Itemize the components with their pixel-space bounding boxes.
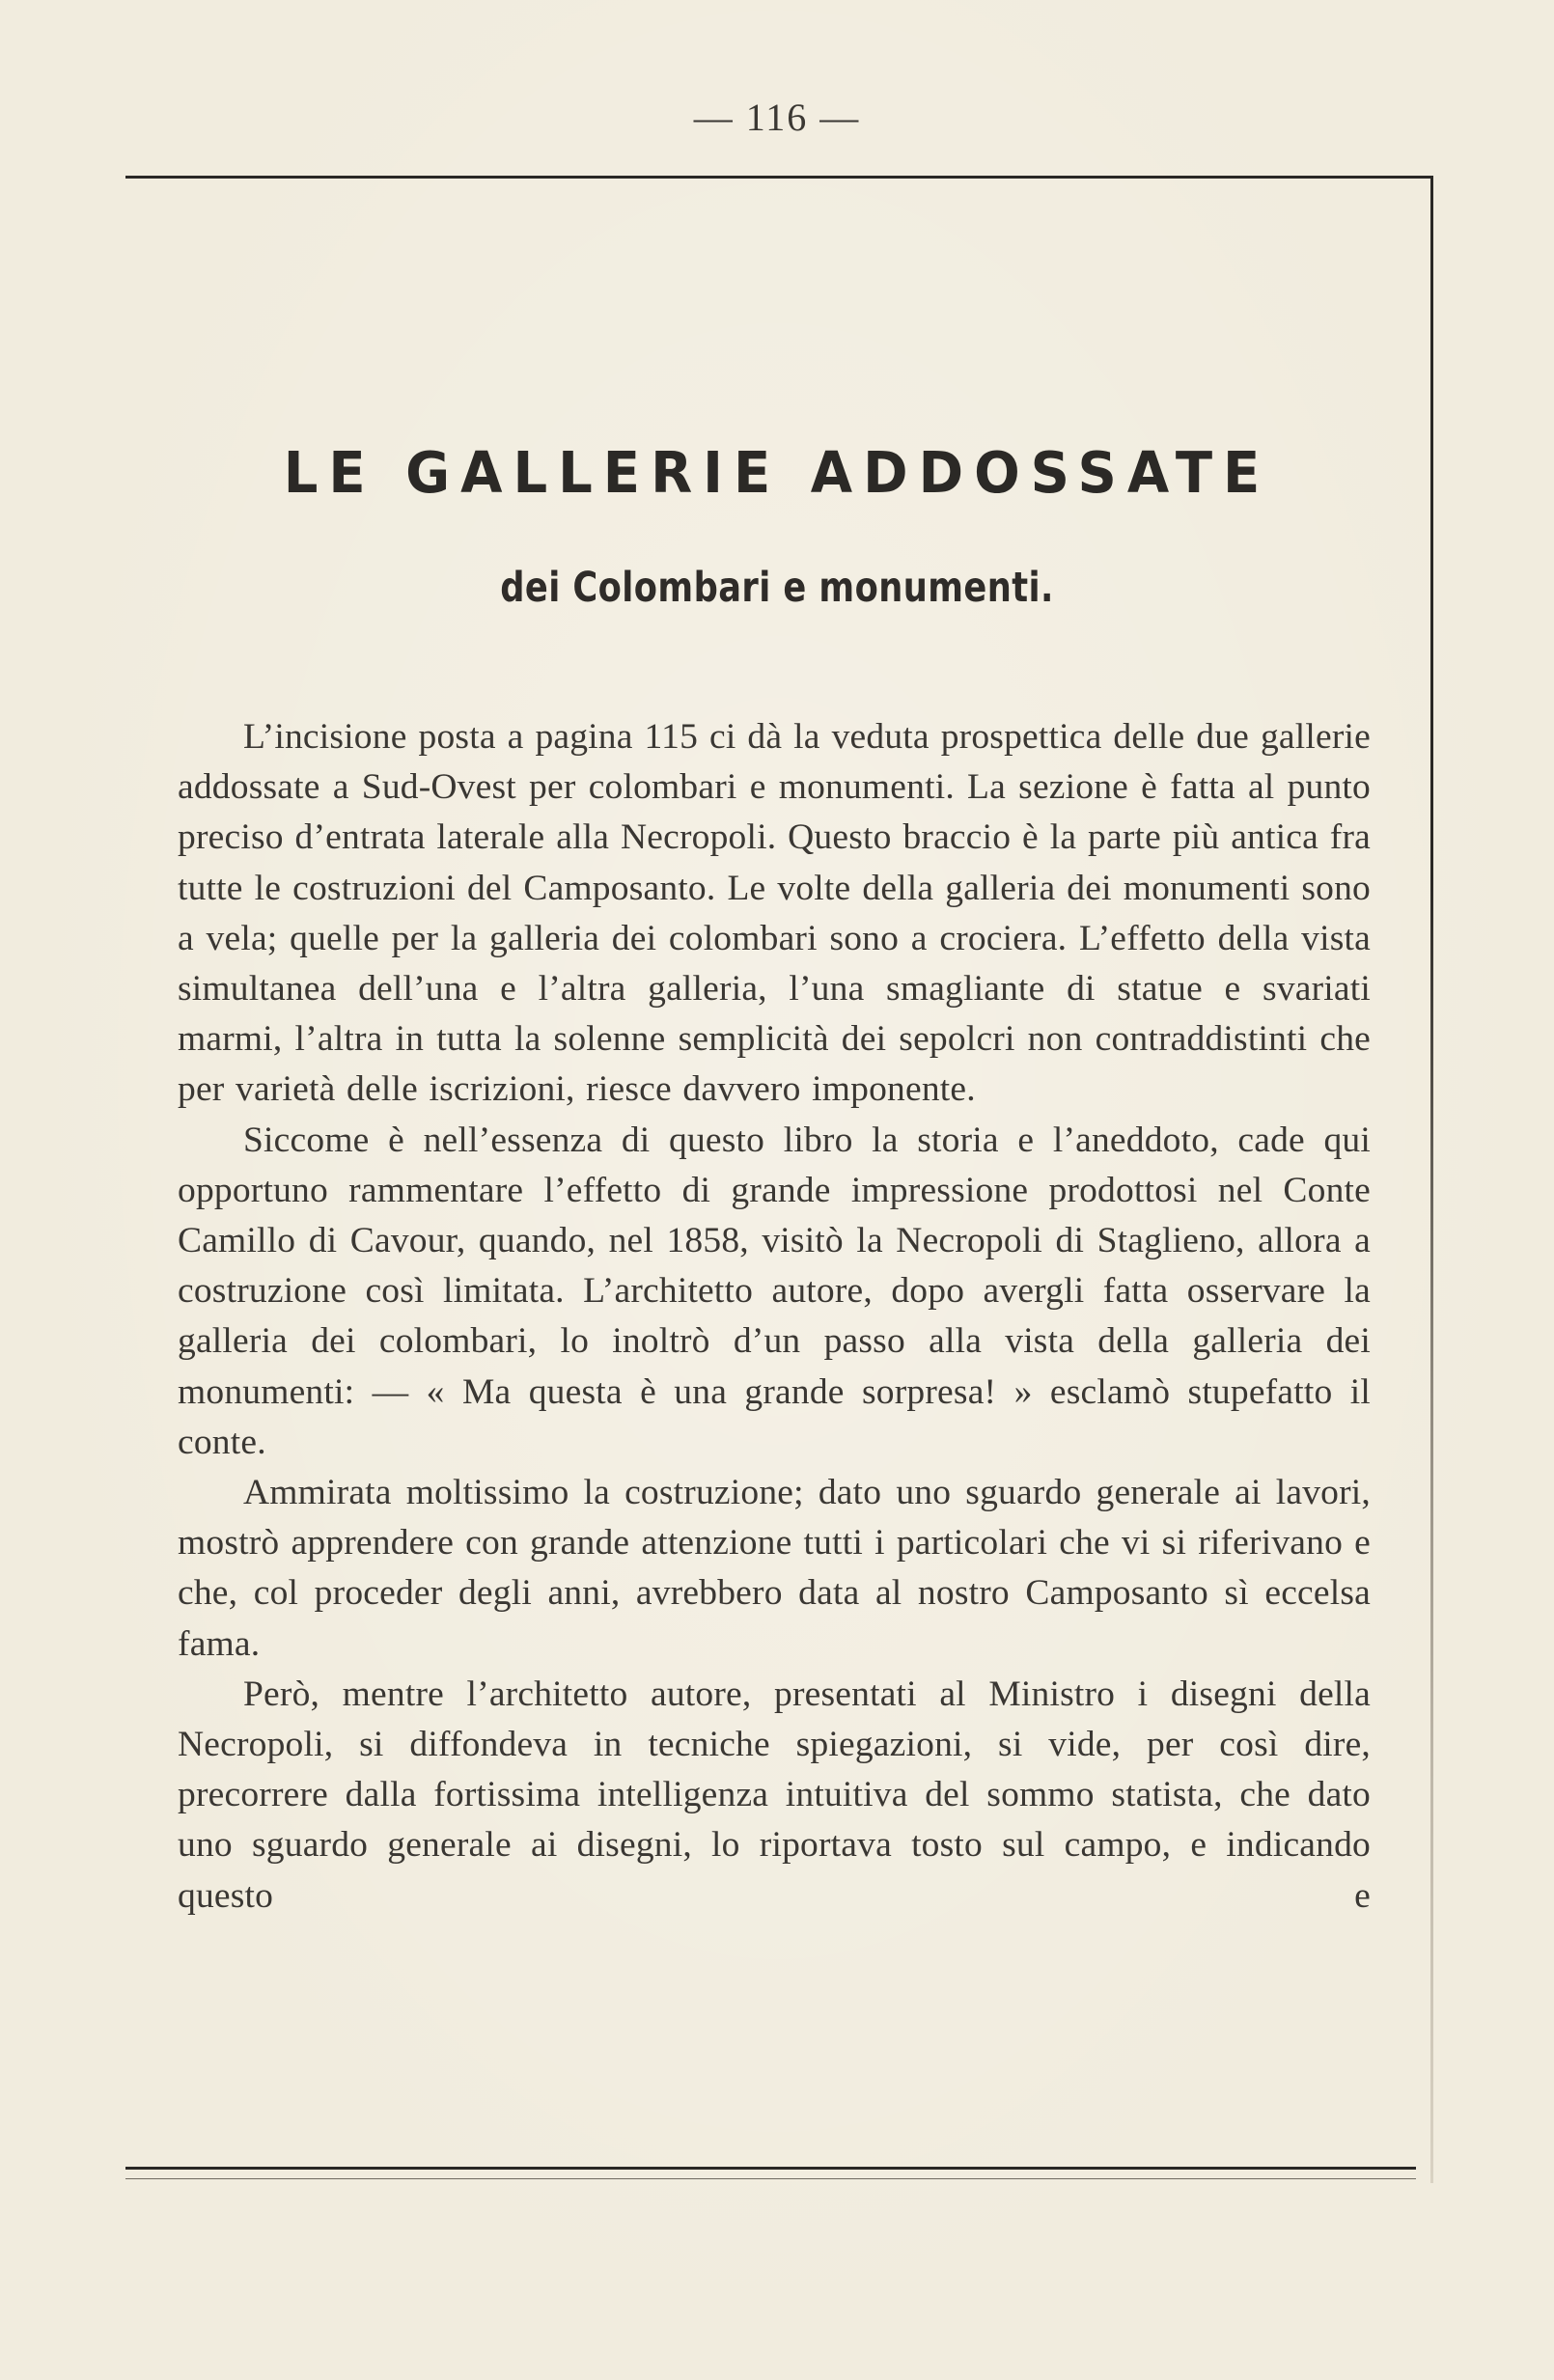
frame-bottom-rule <box>125 2167 1416 2170</box>
paragraph: Ammirata moltissimo la costruzione; dato uno sguardo generale ai lavori, mostrò apprendere con grande attenzione tutti i particolari che vi si riferivano e che, col proceder degli anni, avrebbero data al nostro Camposanto sì eccelsa fama. <box>178 1473 1371 1664</box>
body-text <box>178 712 1371 1922</box>
page-number: — 116 — <box>693 96 861 139</box>
frame-top-rule <box>125 176 1430 179</box>
frame-bottom-rule-thin <box>125 2178 1416 2179</box>
paragraph: Però, mentre l’architetto autore, presentati al Ministro i disegni della Necropoli, si diffondeva in tecniche spiegazioni, si vide, per così dire, precorrere dalla fortissima intelligenza intuitiva del sommo statista, che dato uno sguardo generale ai disegni, lo riportava tosto sul campo, e indicando questo e <box>178 1674 1371 1916</box>
paragraph: Siccome è nell’essenza di questo libro la storia e l’aneddoto, cade qui opportuno rammentare l’effetto di grande impressione prodottosi nel Conte Camillo di Cavour, quando, nel 1858, visitò la Necropoli di Staglieno, allora a costruzione così limitata. L’architetto autore, dopo avergli fatta osservare la galleria dei colombari, lo inoltrò d’un passo alla vista della galleria dei monumenti: — « Ma questa è una grande sorpresa! » esclamò stupefatto il conte. <box>178 1120 1371 1462</box>
section-subtitle: dei Colombari e monumenti. <box>500 564 1054 612</box>
section-title: LE GALLERIE ADDOSSATE <box>283 440 1271 507</box>
paragraph: L’incisione posta a pagina 115 ci dà la veduta prospettica delle due gallerie addossate a Sud-Ovest per colombari e monumenti. La sezione è fatta al punto preciso d’entrata laterale alla Necropoli. Questo braccio è la parte più antica fra tutte le costruzioni del Camposanto. Le volte della galleria dei monumenti sono a vela; quelle per la galleria dei colombari sono a crociera. L’effetto della vista simultanea dell’una e l’altra galleria, l’una smagliante di statue e svariati marmi, l’altra in tutta la solenne semplicità dei sepolcri non contraddistinti che per varietà delle iscrizioni, riesce davvero imponente. <box>178 717 1371 1110</box>
